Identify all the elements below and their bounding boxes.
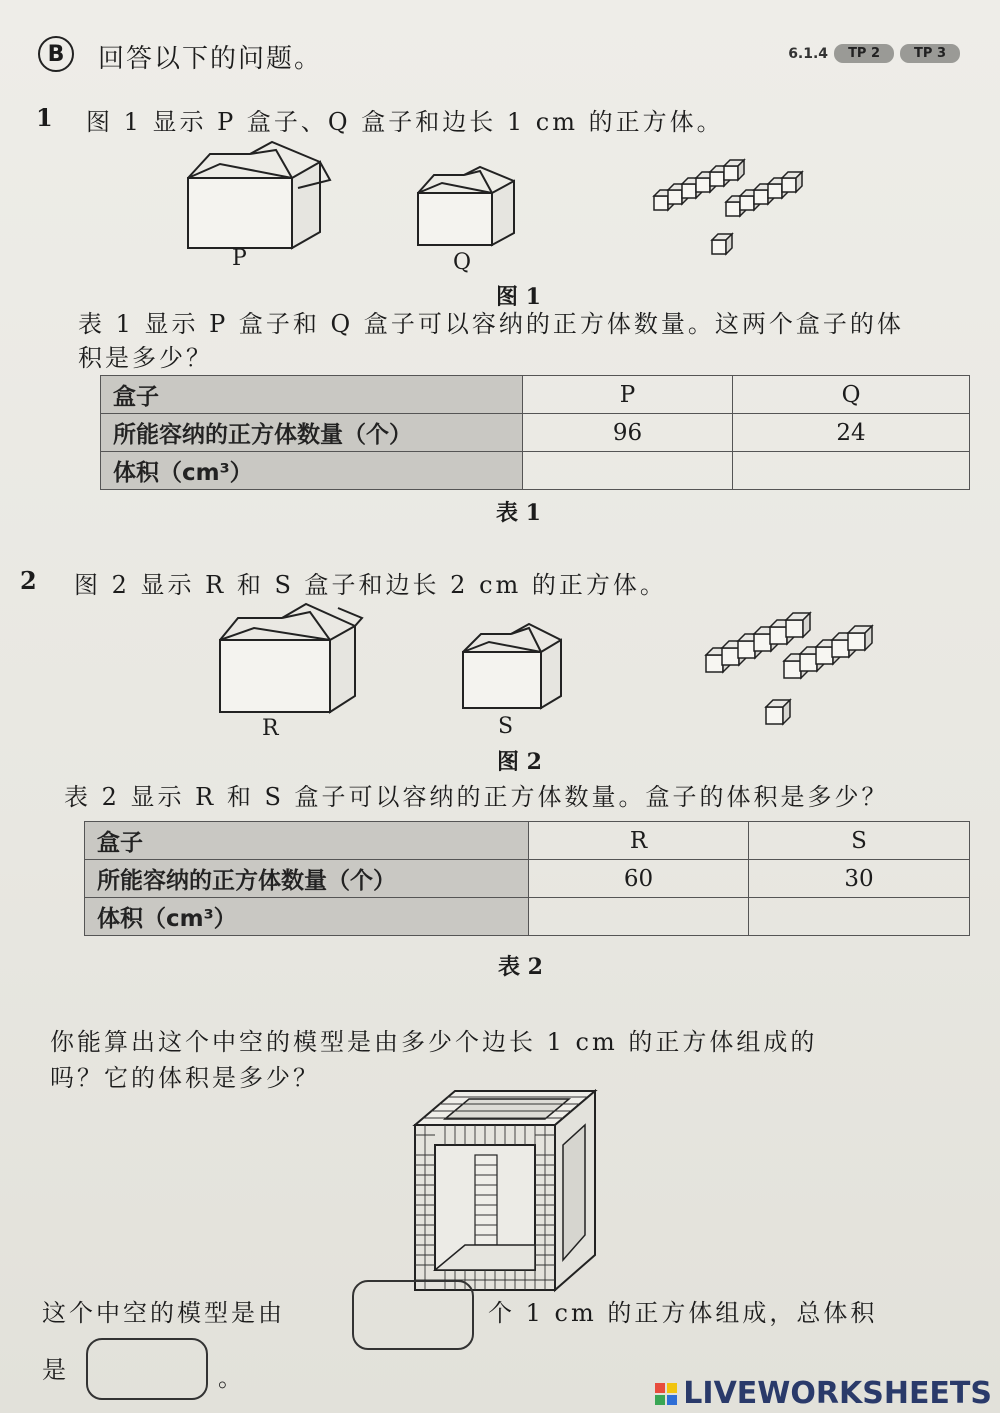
box-q-illustration bbox=[410, 165, 520, 250]
box-p-label: P bbox=[232, 246, 247, 271]
count-s: 30 bbox=[749, 860, 970, 898]
section-title: 回答以下的问题。 bbox=[98, 44, 323, 74]
challenge-text-line2: 吗？它的体积是多少？ bbox=[50, 1064, 320, 1092]
table-count-label: 所能容纳的正方体数量（个） bbox=[101, 414, 523, 452]
brand-name: LIVEWORKSHEETS bbox=[683, 1376, 992, 1411]
question-1-text-line2: 积是多少？ bbox=[78, 344, 213, 372]
table-col-p: P bbox=[523, 376, 733, 414]
tp-tag-1: TP 2 bbox=[834, 44, 894, 63]
box-s-label: S bbox=[498, 714, 514, 739]
count-q: 24 bbox=[733, 414, 970, 452]
unit-cubes-1cm bbox=[650, 148, 810, 263]
figure-1-caption: 图 1 bbox=[496, 284, 541, 310]
table-col-r: R bbox=[529, 822, 749, 860]
box-r-label: R bbox=[262, 716, 279, 741]
unit-cubes-2cm bbox=[700, 600, 890, 730]
table-col-s: S bbox=[749, 822, 970, 860]
question-2-number: 2 bbox=[20, 566, 37, 595]
answer-text-part3: 是 bbox=[42, 1356, 69, 1384]
challenge-text-line1: 你能算出这个中空的模型是由多少个边长 1 cm 的正方体组成的 bbox=[50, 1028, 818, 1056]
table-2-caption: 表 2 bbox=[498, 954, 543, 980]
table-count-label: 所能容纳的正方体数量（个） bbox=[85, 860, 529, 898]
table-header-box: 盒子 bbox=[85, 822, 529, 860]
table-1-caption: 表 1 bbox=[496, 500, 541, 526]
curriculum-code: 6.1.4 bbox=[788, 45, 829, 62]
table-row bbox=[85, 822, 970, 860]
table-row bbox=[101, 414, 970, 452]
hollow-cube-model bbox=[405, 1085, 605, 1300]
table-col-q: Q bbox=[733, 376, 970, 414]
question-2-intro: 图 2 显示 R 和 S 盒子和边长 2 cm 的正方体。 bbox=[74, 571, 667, 599]
question-1-intro: 图 1 显示 P 盒子、Q 盒子和边长 1 cm 的正方体。 bbox=[86, 108, 724, 136]
volume-q-answer[interactable] bbox=[733, 452, 970, 490]
volume-p-answer[interactable] bbox=[523, 452, 733, 490]
liveworksheets-brand bbox=[655, 1376, 992, 1411]
question-2-text: 表 2 显示 R 和 S 盒子可以容纳的正方体数量。盒子的体积是多少？ bbox=[64, 783, 889, 811]
figure-2-caption: 图 2 bbox=[497, 749, 542, 775]
answer-text-part1: 这个中空的模型是由 bbox=[42, 1299, 285, 1327]
answer-text-part2: 个 1 cm 的正方体组成，总体积 bbox=[488, 1299, 878, 1327]
curriculum-codes bbox=[788, 44, 960, 63]
box-s-illustration bbox=[455, 622, 570, 712]
table-2 bbox=[84, 821, 970, 936]
question-1-number: 1 bbox=[36, 103, 53, 132]
volume-answer-box[interactable] bbox=[86, 1338, 208, 1400]
question-1-text-line1: 表 1 显示 P 盒子和 Q 盒子可以容纳的正方体数量。这两个盒子的体 bbox=[78, 310, 904, 338]
table-volume-label: 体积（cm³） bbox=[101, 452, 523, 490]
count-r: 60 bbox=[529, 860, 749, 898]
box-p-illustration bbox=[180, 140, 330, 250]
table-row bbox=[101, 376, 970, 414]
table-row bbox=[85, 860, 970, 898]
count-p: 96 bbox=[523, 414, 733, 452]
table-1 bbox=[100, 375, 970, 490]
box-r-illustration bbox=[210, 600, 370, 715]
table-volume-label: 体积（cm³） bbox=[85, 898, 529, 936]
cube-count-answer-box[interactable] bbox=[352, 1280, 474, 1350]
volume-s-answer[interactable] bbox=[749, 898, 970, 936]
box-q-label: Q bbox=[453, 250, 472, 275]
table-row bbox=[85, 898, 970, 936]
section-badge: B bbox=[38, 36, 74, 72]
tp-tag-2: TP 3 bbox=[900, 44, 960, 63]
table-header-box: 盒子 bbox=[101, 376, 523, 414]
table-row bbox=[101, 452, 970, 490]
liveworksheets-logo-icon bbox=[655, 1383, 677, 1405]
volume-r-answer[interactable] bbox=[529, 898, 749, 936]
answer-text-part4: 。 bbox=[218, 1364, 245, 1392]
